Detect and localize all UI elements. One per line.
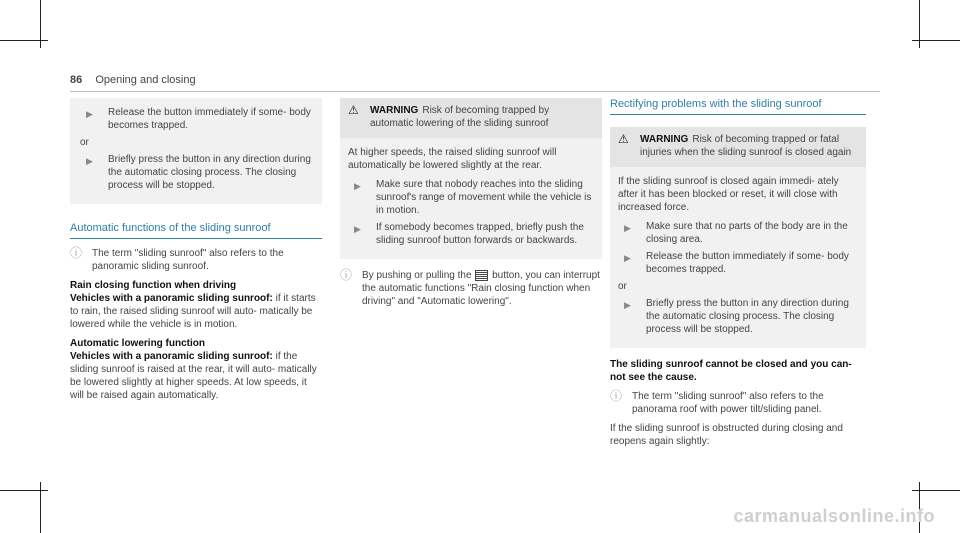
warning-text: Risk of becoming trapped by automatic lowering of the sliding sunroof (370, 105, 550, 129)
info-note-icon: ⓘ (610, 389, 623, 403)
step: ▶ Make sure that no parts of the body are in the closing area. (618, 220, 858, 246)
sunroof-button-icon (475, 270, 488, 281)
rain-paragraph: Vehicles with a panoramic sliding sunroof: if it starts to rain, the raised sliding sunroof will auto‐ matically be lowered while the vehicle is in motion. (70, 293, 316, 330)
step: ▶ Briefly press the button in any direction during the automatic closing process. The closing process will be stopped. (618, 297, 858, 336)
step: ▶ Make sure that nobody reaches into the sliding sunroof's range of movement while the vehicle is in motion. (348, 178, 594, 217)
arrow-right-icon: ▶ (86, 156, 93, 166)
note: ⓘ The term "sliding sunroof" also refers to the panoramic sliding sunroof. (70, 246, 284, 272)
page-header (70, 74, 196, 86)
column-right (610, 98, 866, 454)
step: ▶ If somebody becomes trapped, briefly push the sliding sunroof button forwards or backwards. (348, 221, 594, 247)
step: ▶ Briefly press the button in any direction during the automatic closing process. The closing process will be stopped. (80, 153, 314, 192)
arrow-right-icon: ▶ (86, 109, 93, 119)
note: ⓘ The term "sliding sunroof" also refers to the panorama roof with power tilt/sliding panel. (610, 389, 824, 415)
section-title: Automatic functions of the sliding sunroof (70, 222, 322, 239)
warning-triangle-icon: ⚠ (348, 103, 359, 117)
crop-mark (40, 0, 41, 48)
arrow-right-icon: ▶ (624, 223, 631, 233)
warning-title: WARNING (370, 105, 419, 116)
or-label: or (80, 137, 89, 148)
lowering-paragraph: Vehicles with a panoramic sliding sunroof: if the sliding sunroof is raised at the rear, it will auto‐ matically be lowered slightly at higher speeds. At low speeds, it will be raised again automatically. (70, 351, 317, 401)
column-left (70, 98, 322, 408)
or-label: or (618, 281, 627, 292)
info-note-icon: ⓘ (340, 268, 353, 282)
watermark: carmanualsonline.info (733, 506, 935, 526)
crop-mark (919, 0, 920, 48)
warning-header (340, 98, 602, 138)
steps-box (70, 98, 322, 204)
info-note-icon: ⓘ (70, 246, 83, 260)
tail-paragraph: If the sliding sunroof is obstructed during closing and reopens again slightly: (610, 423, 843, 447)
page-number: 86 (70, 74, 83, 86)
note: ⓘ By pushing or pulling the button, you can interrupt the automatic functions "Rain closing function when driving" and "Automatic lowering". (340, 268, 600, 307)
warning-paragraph: At higher speeds, the raised sliding sunroof will automatically be lowered slightly at the rear. (348, 147, 557, 171)
arrow-right-icon: ▶ (624, 300, 631, 310)
warning-header (610, 127, 866, 167)
step: ▶ Release the button immediately if some‐ body becomes trapped. (80, 106, 314, 132)
warning-title: WARNING (640, 134, 689, 145)
rain-heading: Rain closing function when driving (70, 280, 237, 291)
section-title: Rectifying problems with the sliding sunroof (610, 98, 866, 115)
warning-text: Risk of becoming trapped or fatal injuries when the sliding sunroof is closed again (640, 134, 852, 158)
arrow-right-icon: ▶ (624, 253, 631, 263)
warning-triangle-icon: ⚠ (618, 132, 629, 146)
step: ▶ Release the button immediately if some‐ body becomes trapped. (618, 250, 858, 276)
problem-heading: The sliding sunroof cannot be closed and you can‐ not see the cause. (610, 359, 852, 383)
warning-body (340, 138, 602, 259)
lowering-heading: Automatic lowering function (70, 338, 205, 349)
column-middle (340, 98, 602, 314)
crop-mark (40, 482, 41, 533)
arrow-right-icon: ▶ (354, 181, 361, 191)
warning-body (610, 167, 866, 348)
warning-paragraph: If the sliding sunroof is closed again immedi‐ ately after it has been blocked or reset, it will close with increased force. (618, 176, 839, 213)
arrow-right-icon: ▶ (354, 224, 361, 234)
header-rule (70, 91, 880, 92)
section-name: Opening and closing (95, 74, 196, 86)
